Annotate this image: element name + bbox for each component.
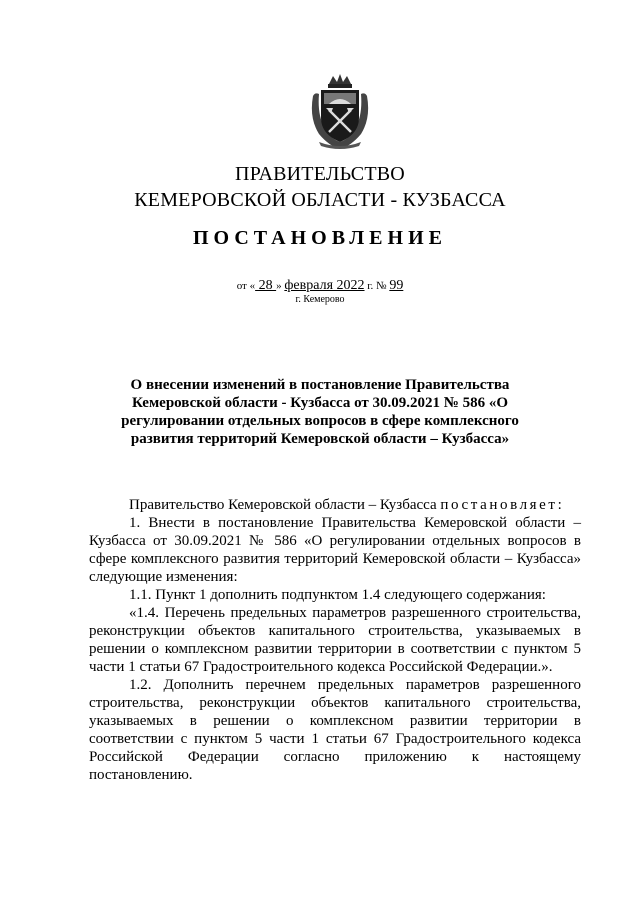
paragraph-1-2: 1.2. Дополнить перечнем предельных параметров разрешенного строительства, реконструкции объектов капитального строительства, указываемых в решении о комплексном развитии территории в соответствии с пунктом 5 части 1 статьи 67 Градостроительного кодекса Российской Федерации согласно приложению к настоящему постановлению.	[89, 677, 581, 783]
date-month-year: февраля 2022	[284, 278, 365, 293]
city-line: г. Кемерово	[295, 294, 345, 305]
date-day: 28	[255, 278, 277, 293]
paragraph-1: 1. Внести в постановление Правительства Кемеровской области – Кузбасса от 30.09.2021 № 586 «О регулировании отдельных вопросов в сфере комплексного развития территорий Кемеровской области – Кузбасса» следующие изменения:	[89, 515, 581, 585]
issuer-line-2: КЕМЕРОВСКОЙ ОБЛАСТИ - КУЗБАССА	[134, 189, 506, 211]
date-prefix: от «	[236, 280, 256, 292]
document-number: 99	[389, 278, 404, 293]
date-number-line	[0, 278, 640, 294]
document-title: О внесении изменений в постановление Правительства Кемеровской области - Кузбасса от 30.09.2021 № 586 «О регулировании отдельных вопросов в сфере комплексного развития территорий Кемеровской области – Кузбасса»	[121, 377, 519, 447]
paragraph-1-1: 1.1. Пункт 1 дополнить подпунктом 1.4 следующего содержания:	[129, 587, 546, 603]
document-type-heading: ПОСТАНОВЛЕНИЕ	[193, 227, 447, 249]
resolves-word: постановляет:	[440, 497, 565, 513]
intro-paragraph	[89, 496, 581, 514]
issuer-line-1: ПРАВИТЕЛЬСТВО	[235, 163, 405, 185]
intro-text: Правительство Кемеровской области – Кузбасса	[129, 497, 441, 513]
number-prefix: г. №	[364, 280, 390, 292]
paragraph-1-4-quote: «1.4. Перечень предельных параметров разрешенного строительства, реконструкции объектов капитального строительства, указываемых в решении о комплексном развитии территории в соответствии с пунктом 5 части 1 статьи 67 Градостроительного кодекса Российской Федерации.».	[89, 605, 581, 675]
coat-of-arms-icon	[307, 74, 373, 150]
document-body	[89, 496, 581, 784]
date-separator: »	[276, 280, 285, 292]
